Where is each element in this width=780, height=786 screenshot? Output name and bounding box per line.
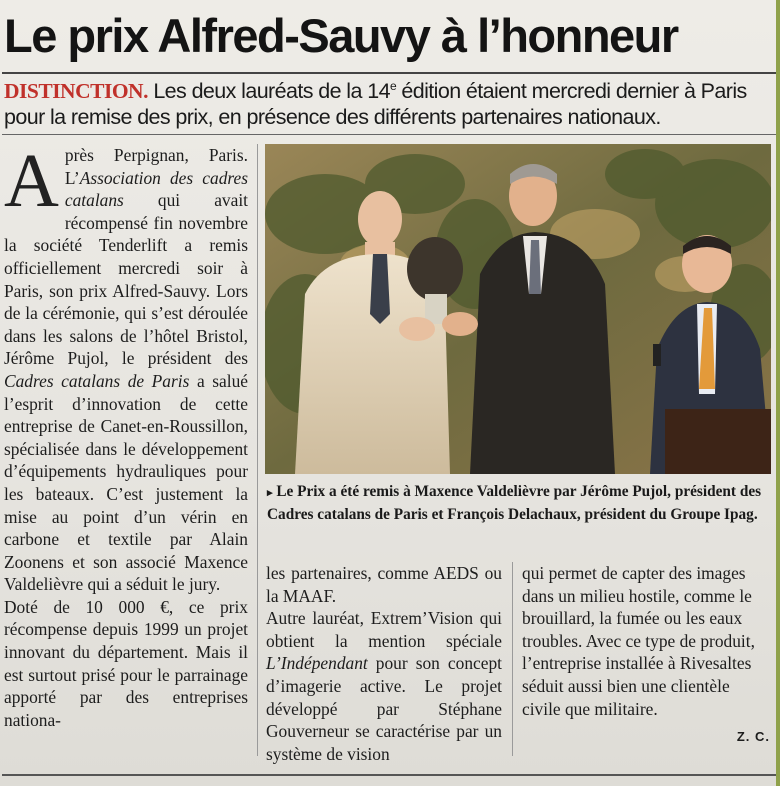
text-run: Autre lauréat, Extrem’Vision qui obtient la mention spéciale bbox=[266, 608, 502, 651]
text-run-italic: Cadres catalans de Paris bbox=[4, 370, 190, 391]
deck-rule bbox=[2, 134, 776, 135]
text-run: près Perpignan, Paris. L’ bbox=[64, 145, 248, 188]
caption-text: Le Prix a été remis à Maxence Valdelièvre par Jérôme Pujol, président des Cadres catalans de Paris et François Delachaux, président du Groupe Ipag. bbox=[267, 483, 762, 523]
deck-text-a: Les deux lauréats de la 14 bbox=[147, 79, 390, 103]
column-separator bbox=[257, 144, 258, 756]
deck bbox=[4, 78, 772, 130]
text-run: a salué l’esprit d’innovation de cette entreprise de Canet-en-Roussillon, spécialisée dans le développement d’équipements hydrauliques pour les bateaux. C’est justement la mise au point d’un vérin en carbone et textile par Alain Zoonens et son associé Maxence Valdelièvre qui a séduit le jury. bbox=[4, 370, 248, 595]
paragraph-5: qui permet de capter des images dans un milieu hostile, comme le brouillard, la fumée ou les eaux troubles. Avec ce type de produit, l’entreprise installée à Rivesaltes séduit aussi bien une clientèle civile que militaire. bbox=[522, 563, 755, 719]
paragraph-2: Doté de 10 000 €, ce prix récompense depuis 1999 un projet innovant du département. Mais il est surtout prisé pour le parrainage apporté par des entreprises nationa- bbox=[4, 596, 248, 730]
dropcap: A bbox=[4, 139, 59, 223]
text-run: qui avait récompensé fin novembre la société Tenderlift a remis officiellement mercredi soir à Paris, son prix Alfred-Sauvy. Lors de la cérémonie, qui s’est déroulée dans les salons de l’hôtel Bristol, Jérôme Pujol, le président des bbox=[4, 190, 248, 369]
paragraph-1 bbox=[4, 139, 248, 596]
text-run: pour son concept d’imagerie active. Le projet développé par Stéphane Gouverneur se caractérise par un système de vision bbox=[266, 653, 502, 764]
deck-text-b: édition étaient mercredi dernier à Paris pour la remise des prix, en présence des différents partenaires nationaux. bbox=[4, 79, 747, 129]
microphone bbox=[653, 344, 661, 366]
caption-marker-icon: ▸ bbox=[267, 487, 273, 499]
paragraph-3: les partenaires, comme AEDS ou la MAAF. bbox=[266, 563, 502, 606]
headline-rule bbox=[2, 72, 776, 74]
column-2 bbox=[266, 562, 502, 765]
bottom-rule bbox=[2, 774, 776, 776]
face-left bbox=[358, 191, 402, 247]
headline: Le prix Alfred-Sauvy à l’honneur bbox=[4, 9, 678, 62]
ceremony-photo bbox=[265, 144, 771, 474]
page-edge bbox=[776, 0, 780, 786]
photo-illustration bbox=[265, 144, 771, 474]
kicker: DISTINCTION. bbox=[4, 79, 148, 103]
paragraph-4 bbox=[266, 607, 502, 765]
text-run-italic: Association des cadres catalans bbox=[64, 167, 248, 211]
photo-caption bbox=[267, 481, 775, 526]
author-signature: Z. C. bbox=[736, 729, 770, 745]
column-3 bbox=[522, 562, 770, 749]
column-1 bbox=[4, 139, 248, 731]
deck-superscript: e bbox=[389, 78, 397, 93]
lectern bbox=[665, 409, 771, 474]
column-separator bbox=[512, 562, 513, 756]
text-run-italic: L’Indépendant bbox=[266, 653, 368, 674]
trophy bbox=[407, 237, 463, 301]
